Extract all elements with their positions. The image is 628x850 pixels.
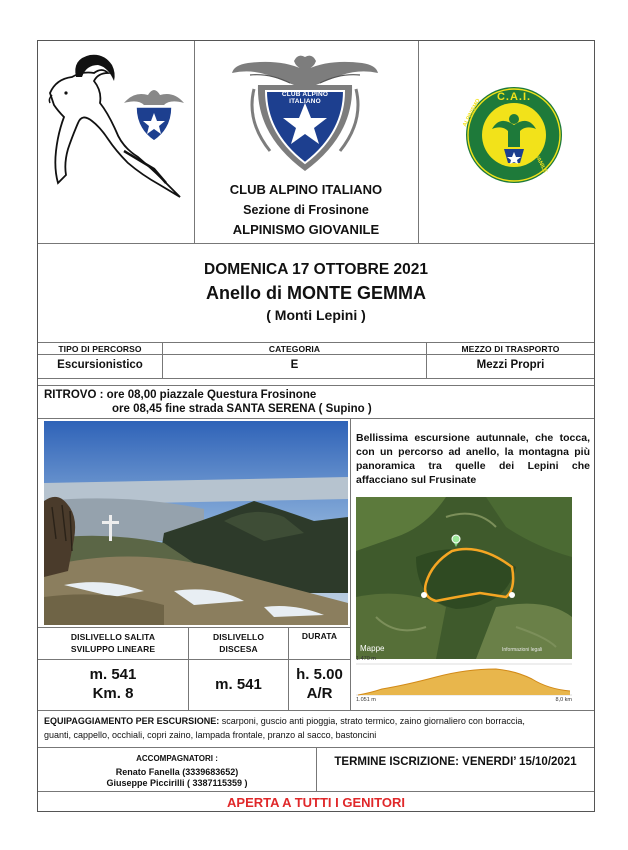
- transport-label: MEZZO DI TRASPORTO: [461, 344, 560, 354]
- divider: [38, 418, 594, 419]
- equipment-list-2: guanti, cappello, occhiali, copri zaino, lampada frontale, pranzo al sacco, bastoncini: [44, 730, 377, 740]
- equipment-list: scarponi, guscio anti pioggia, strato termico, zaino giornaliero con borraccia,: [221, 716, 525, 726]
- category-label: CATEGORIA: [268, 344, 321, 354]
- meeting-line-1: [44, 389, 316, 401]
- descent-label-line-2: DISCESA: [219, 644, 258, 654]
- divider: [38, 791, 594, 792]
- descent-value: m. 541: [215, 676, 262, 693]
- org-name: CLUB ALPINO ITALIANO: [229, 182, 383, 197]
- header-center: [195, 47, 417, 243]
- emblem-text: CLUB ALPINO ITALIANO: [281, 91, 329, 105]
- divider: [38, 710, 594, 711]
- open-to-parents-banner: APERTA A TUTTI I GENITORI: [227, 795, 405, 810]
- profile-distance: 8,0 km: [555, 697, 572, 703]
- transport-value: Mezzi Propri: [476, 359, 545, 371]
- cai-emblem: [230, 51, 380, 179]
- divider: [350, 418, 351, 710]
- divider: [38, 378, 594, 379]
- divider: [418, 41, 419, 243]
- profile-max: 1.470 m: [356, 656, 376, 662]
- map-watermark: Mappe: [360, 644, 385, 653]
- ascent-value: m. 541: [89, 666, 137, 683]
- event-date: DOMENICA 17 OTTOBRE 2021: [204, 261, 428, 278]
- guide-2: Giuseppe Piccirilli ( 3387115359 ): [106, 778, 248, 788]
- event-subtitle: ( Monti Lepini ): [266, 307, 366, 323]
- guides-label: ACCOMPAGNATORI :: [136, 754, 218, 763]
- meeting-label: RITROVO: [44, 389, 97, 401]
- elevation-profile: [356, 656, 572, 705]
- route-type-label: TIPO DI PERCORSO: [58, 344, 142, 354]
- meeting-time-2: ore 08,45 fine strada SANTA SERENA ( Supino ): [112, 403, 372, 415]
- length-value: Km. 8: [92, 685, 134, 702]
- org-group: ALPINISMO GIOVANILE: [232, 222, 380, 237]
- route-type-value: Escursionistico: [57, 359, 143, 371]
- badge-right-text: GIOVANILE: [528, 145, 549, 175]
- divider: [38, 342, 594, 343]
- divider: [38, 627, 350, 628]
- divider: [316, 747, 317, 791]
- map-legal: Informazioni legali: [502, 647, 543, 653]
- divider: [38, 385, 594, 386]
- equipment-text: [44, 714, 592, 742]
- ascent-label-line-2: SVILUPPO LINEARE: [70, 644, 156, 654]
- duration-type: A/R: [306, 685, 333, 702]
- descent-label: [189, 631, 288, 655]
- ascent-label-line-1: DISLIVELLO SALITA: [70, 632, 156, 642]
- badge-cai: C.A.I.: [496, 91, 532, 103]
- equipment-label: EQUIPAGGIAMENTO PER ESCURSIONE:: [44, 716, 220, 726]
- summit-photo: [44, 421, 348, 625]
- alpinismo-giovanile-badge: [464, 85, 564, 185]
- divider: [38, 354, 594, 355]
- route-map: [356, 497, 572, 659]
- badge-left-text: ALPINISMO: [462, 98, 482, 128]
- meeting-time-1: : ore 08,00 piazzale Questura Frosinone: [99, 389, 317, 401]
- category-value: E: [290, 359, 299, 371]
- chamois-logo: [42, 51, 190, 201]
- poster: [37, 40, 595, 812]
- registration-deadline: TERMINE ISCRIZIONE: VENERDI’ 15/10/2021: [334, 756, 577, 768]
- divider: [38, 243, 594, 244]
- profile-min: 1.051 m: [356, 697, 376, 703]
- descent-label-line-1: DISLIVELLO: [212, 632, 265, 642]
- ascent-label: [38, 631, 188, 655]
- route-description: Bellissima escursione autunnale, che tocca, con un percorso ad anello, la montagna più panoramica tra quelle dei Lepini che affacciano sul Frusinate: [356, 432, 590, 486]
- duration-value: h. 5.00: [296, 666, 343, 683]
- event-title: Anello di MONTE GEMMA: [206, 283, 426, 303]
- org-section: Sezione di Frosinone: [243, 203, 369, 217]
- duration-label: DURATA: [301, 631, 338, 641]
- guide-1: Renato Fanella (3339683652): [115, 767, 239, 777]
- divider: [38, 659, 350, 660]
